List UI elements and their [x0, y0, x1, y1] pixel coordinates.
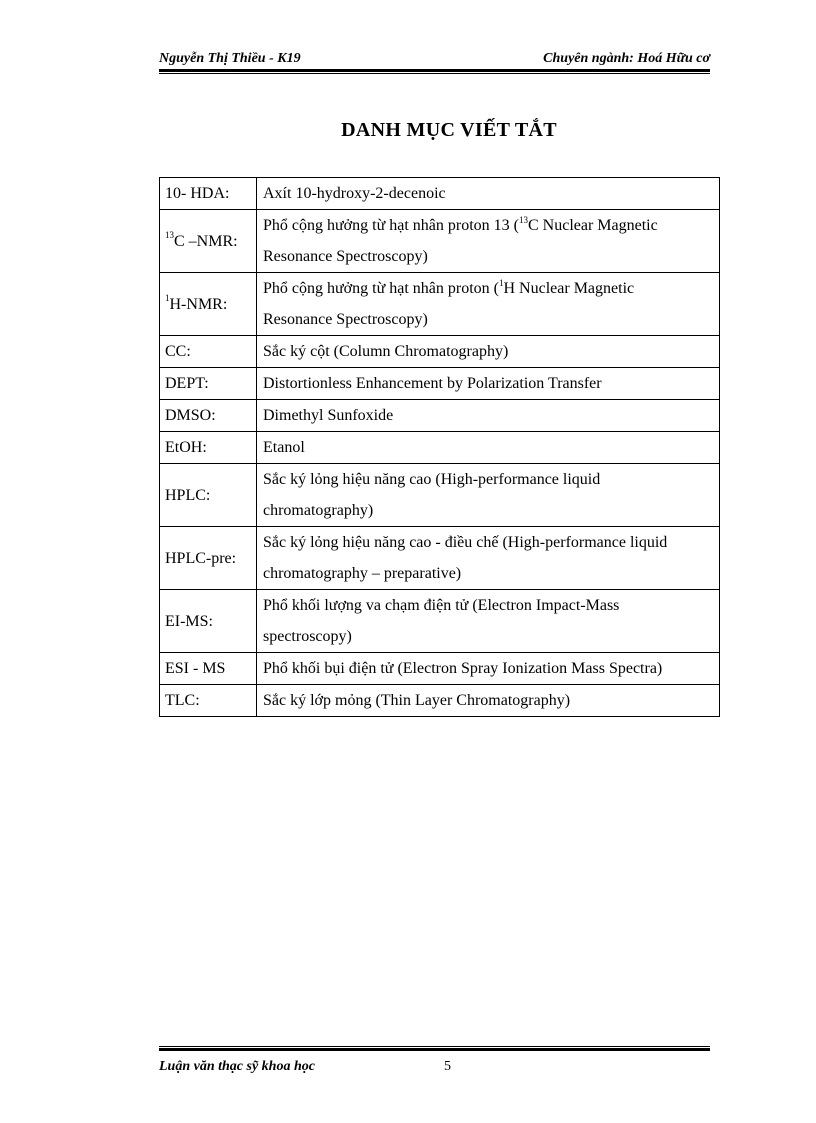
- header-divider: [159, 69, 710, 75]
- table-row: [160, 178, 720, 210]
- abbr-key-text: C –NMR:: [174, 232, 238, 250]
- footer-divider: [159, 1046, 710, 1052]
- header-author: Nguyễn Thị Thiều - K19: [159, 51, 301, 66]
- table-row: [160, 590, 720, 653]
- definition-line-2: chromatography): [263, 502, 374, 519]
- abbr-key: DEPT:: [160, 368, 257, 400]
- abbr-definition: Sắc ký cột (Column Chromatography): [257, 336, 720, 368]
- page-header: [159, 49, 710, 69]
- table-row: [160, 527, 720, 590]
- page-footer: [159, 1056, 710, 1078]
- abbr-definition: [257, 527, 720, 590]
- table-row: [160, 368, 720, 400]
- abbr-definition: [257, 273, 720, 336]
- definition-line-2: chromatography – preparative): [263, 565, 462, 582]
- definition-line-1-post: H Nuclear Magnetic: [503, 280, 635, 297]
- abbr-definition: Axít 10-hydroxy-2-decenoic: [257, 178, 720, 210]
- definition-line-2: Resonance Spectroscopy): [263, 248, 428, 265]
- definition-line-1: Phổ khối lượng va chạm điện tử (Electron Impact-Mass: [263, 597, 620, 614]
- table-row: [160, 273, 720, 336]
- abbr-key: TLC:: [160, 685, 257, 717]
- table-row: [160, 685, 720, 717]
- abbr-definition: [257, 590, 720, 653]
- definition-line-1-post: C Nuclear Magnetic: [528, 217, 658, 234]
- abbr-key: [160, 273, 257, 336]
- footer-divider-thin: [159, 1046, 710, 1047]
- table-row: [160, 336, 720, 368]
- definition-line-1-pre: Phổ cộng hưởng từ hạt nhân proton 13 (: [263, 217, 519, 234]
- definition-line-2: spectroscopy): [263, 628, 352, 645]
- abbr-key: ESI - MS: [160, 653, 257, 685]
- table-row: [160, 653, 720, 685]
- table-row: [160, 400, 720, 432]
- abbr-definition: [257, 210, 720, 273]
- abbreviation-table: [159, 177, 720, 717]
- definition-line-2: Resonance Spectroscopy): [263, 311, 428, 328]
- superscript: 1: [499, 277, 504, 288]
- abbr-definition: Phổ khối bụi điện tử (Electron Spray Ionization Mass Spectra): [257, 653, 720, 685]
- abbr-key: [160, 210, 257, 273]
- abbr-key: DMSO:: [160, 400, 257, 432]
- page-number: 5: [444, 1059, 451, 1074]
- abbr-definition: Dimethyl Sunfoxide: [257, 400, 720, 432]
- abbr-key: EI-MS:: [160, 590, 257, 653]
- superscript: 13: [519, 214, 528, 225]
- abbr-key: EtOH:: [160, 432, 257, 464]
- superscript: 13: [165, 230, 174, 241]
- abbr-key: CC:: [160, 336, 257, 368]
- header-divider-thick: [159, 69, 710, 72]
- abbr-key: 10- HDA:: [160, 178, 257, 210]
- abbr-definition: Distortionless Enhancement by Polarization Transfer: [257, 368, 720, 400]
- table-row: [160, 432, 720, 464]
- header-major: Chuyên ngành: Hoá Hữu cơ: [543, 51, 710, 66]
- table-row: [160, 464, 720, 527]
- table-row: [160, 210, 720, 273]
- footer-thesis-label: Luận văn thạc sỹ khoa học: [159, 1059, 315, 1074]
- page-title: DANH MỤC VIẾT TẮT: [341, 119, 557, 141]
- abbr-definition: Etanol: [257, 432, 720, 464]
- footer-divider-thick: [159, 1048, 710, 1051]
- superscript: 1: [165, 293, 170, 304]
- abbr-key-text: H-NMR:: [169, 295, 228, 313]
- definition-line-1: Sắc ký lỏng hiệu năng cao (High-performance liquid: [263, 471, 601, 488]
- abbr-key: HPLC-pre:: [160, 527, 257, 590]
- header-divider-thin: [159, 73, 710, 74]
- abbr-definition: [257, 464, 720, 527]
- definition-line-1-pre: Phổ cộng hưởng từ hạt nhân proton (: [263, 280, 499, 297]
- abbr-definition: Sắc ký lớp mỏng (Thin Layer Chromatography): [257, 685, 720, 717]
- abbr-key: HPLC:: [160, 464, 257, 527]
- definition-line-1: Sắc ký lỏng hiệu năng cao - điều chế (High-performance liquid: [263, 534, 668, 551]
